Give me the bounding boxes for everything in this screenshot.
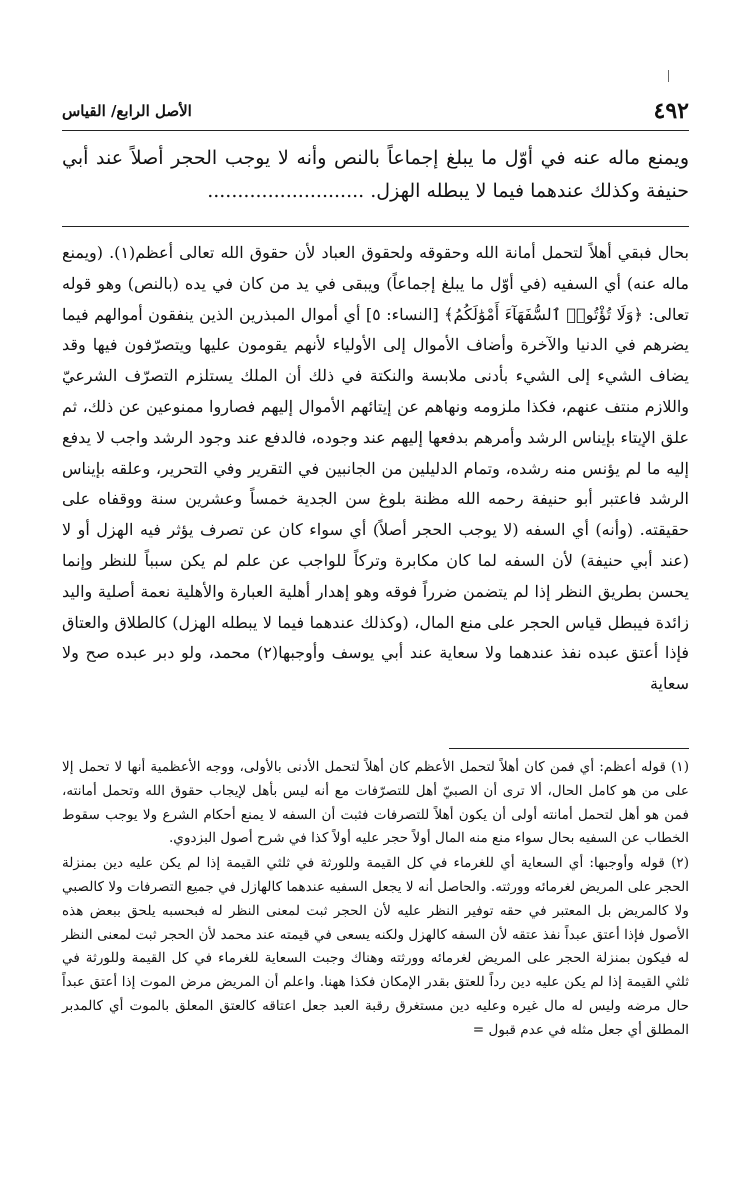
running-title: الأصل الرابع/ القياس — [62, 102, 192, 120]
page-header — [62, 98, 689, 131]
main-text-divider — [62, 226, 689, 227]
footnote-2: (٢) قوله وأوجبها: أي السعاية أي للغرماء في كل القيمة وللورثة في ثلثي القيمة إذا لم يكن عليه دين بمنزلة الحجر على المريض لغرمائه وورثته. والحاصل أنه لا يجعل السفيه عندهما كالهازل في جميع التصرفات ولا كالصبي ولا كالمريض بل المعتبر في حقه توفير النظر عليه لأن الحجر ثبت لمعنى النظر له فبحسبه يلحق ببعض هذه الأصول فإذا أعتق عبداً نفذ عتقه لأن السفه كالهزل ولكنه يسعى في قيمته عند محمد لأن الحجر ثبت لمعنى النظر له فيكون بمنزلة الحجر على المريض لغرمائه وورثته وهناك وجبت السعاية للغرماء في كل القيمة وللورثة في ثلثي القيمة إذا لم يكن عليه دين رداً للعتق بقدر الإمكان فكذا ههنا. واعلم أن المريض مرض الموت إذا أعتق عبداً حال مرضه وليس له مال غيره وعليه دين مستغرق رقبة العبد جعل اعتاقه كالعتق المعلق بالموت أي كالمدبر المطلق أي جعل مثله في عدم قبول = — [62, 855, 689, 1038]
commentary — [62, 238, 689, 700]
margin-mark — [668, 70, 669, 82]
main-text — [62, 142, 689, 208]
commentary-paragraph: بحال فبقي أهلاً لتحمل أمانة الله وحقوقه ولحقوق العباد لأن حقوق الله تعالى أعظم(١). (ويمنع ماله عنه) أي السفيه (في أوّل ما يبلغ إجماعاً) ويبقى في يد من كان في يده (بالنص) وهو قوله تعالى: ﴿وَلَا تُؤْتُوا۟ ٱلسُّفَهَآءَ أَمْوَٰلَكُمُ﴾ [النساء: ٥] أي أموال المبذرين الذين ينفقون أموالهم فيما يضرهم في الدنيا والآخرة وأضاف الأموال إلى الأولياء لأنهم يقومون عليها ويتصرّفون فيها وقد يضاف الشيء إلى الشيء بأدنى ملابسة والنكتة في ذلك أن الملك يستلزم التصرّف الشرعيّ واللازم منتف عنهم، فكذا ملزومه ونهاهم عن إيتائهم الأموال إليهم فصاروا ممنوعين عن ذلك، ثم علق الإيتاء بإيناس الرشد وأمرهم بدفعها إليهم عند وجوده، فالدفع عند وجود الرشد واجب لا يدفع إليه ما لم يؤنس منه رشده، وتمام الدليلين من الجانبين في التقرير وفي التحرير، وعلقه بإيناس الرشد فاعتبر أبو حنيفة رحمه الله مظنة بلوغ سن الجدية خمساً وعشرين سنة ووقفاه على حقيقته. (وأنه) أي السفه (لا يوجب الحجر أصلاً) أي سواء كان عن تصرف يؤثر فيه الهزل أو لا (عند أبي حنيفة) لأن السفه لما كان مكابرة وتركاً للواجب عن علم لم يكن سبباً للنظر وإنما يحسن بطريق النظر إذا لم يتضمن ضرراً فوقه وهو إهدار أهلية العبارة والأهلية نعمة أصلية واليد زائدة فيبطل قياس الحجر على منع المال، (وكذلك عندهما فيما لا يبطله الهزل) كالطلاق والعتاق فإذا أعتق عبده نفذ عندهما ولا سعاية عند أبي يوسف وأوجبها(٢) محمد، ولو دبر عبده صح ولا سعاية — [62, 243, 690, 694]
footnotes — [62, 756, 689, 1044]
page-number: ٤٩٢ — [653, 98, 689, 124]
main-text-paragraph: ويمنع ماله عنه في أوّل ما يبلغ إجماعاً بالنص وأنه لا يوجب الحجر أصلاً عند أبي حنيفة وكذلك عندهما فيما لا يبطله الهزل. .......................... — [62, 147, 689, 202]
footnote-divider — [449, 748, 689, 749]
footnote-1: (١) قوله أعظم: أي فمن كان أهلاً لتحمل الأعظم كان أهلاً لتحمل الأدنى بالأولى، ووجه الأعظمية أنها لا تحمل إلا على من هو كامل الحال، ألا ترى أن الصبيّ أهل للتصرّفات مع أنه ليس بأهل لإيجاب حقوق الله وتحمل أمانته، فمن هو أهل لتحمل أمانته أولى أن يكون أهلاً للتصرفات فثبت أن السفه لا يمنع أحكام الشرع ولا يوجب سقوط الخطاب عن السفيه بحال سواء منع منه المال أولاً حجر عليه أولاً كذا في شرح أصول البزدوي. — [62, 759, 689, 847]
